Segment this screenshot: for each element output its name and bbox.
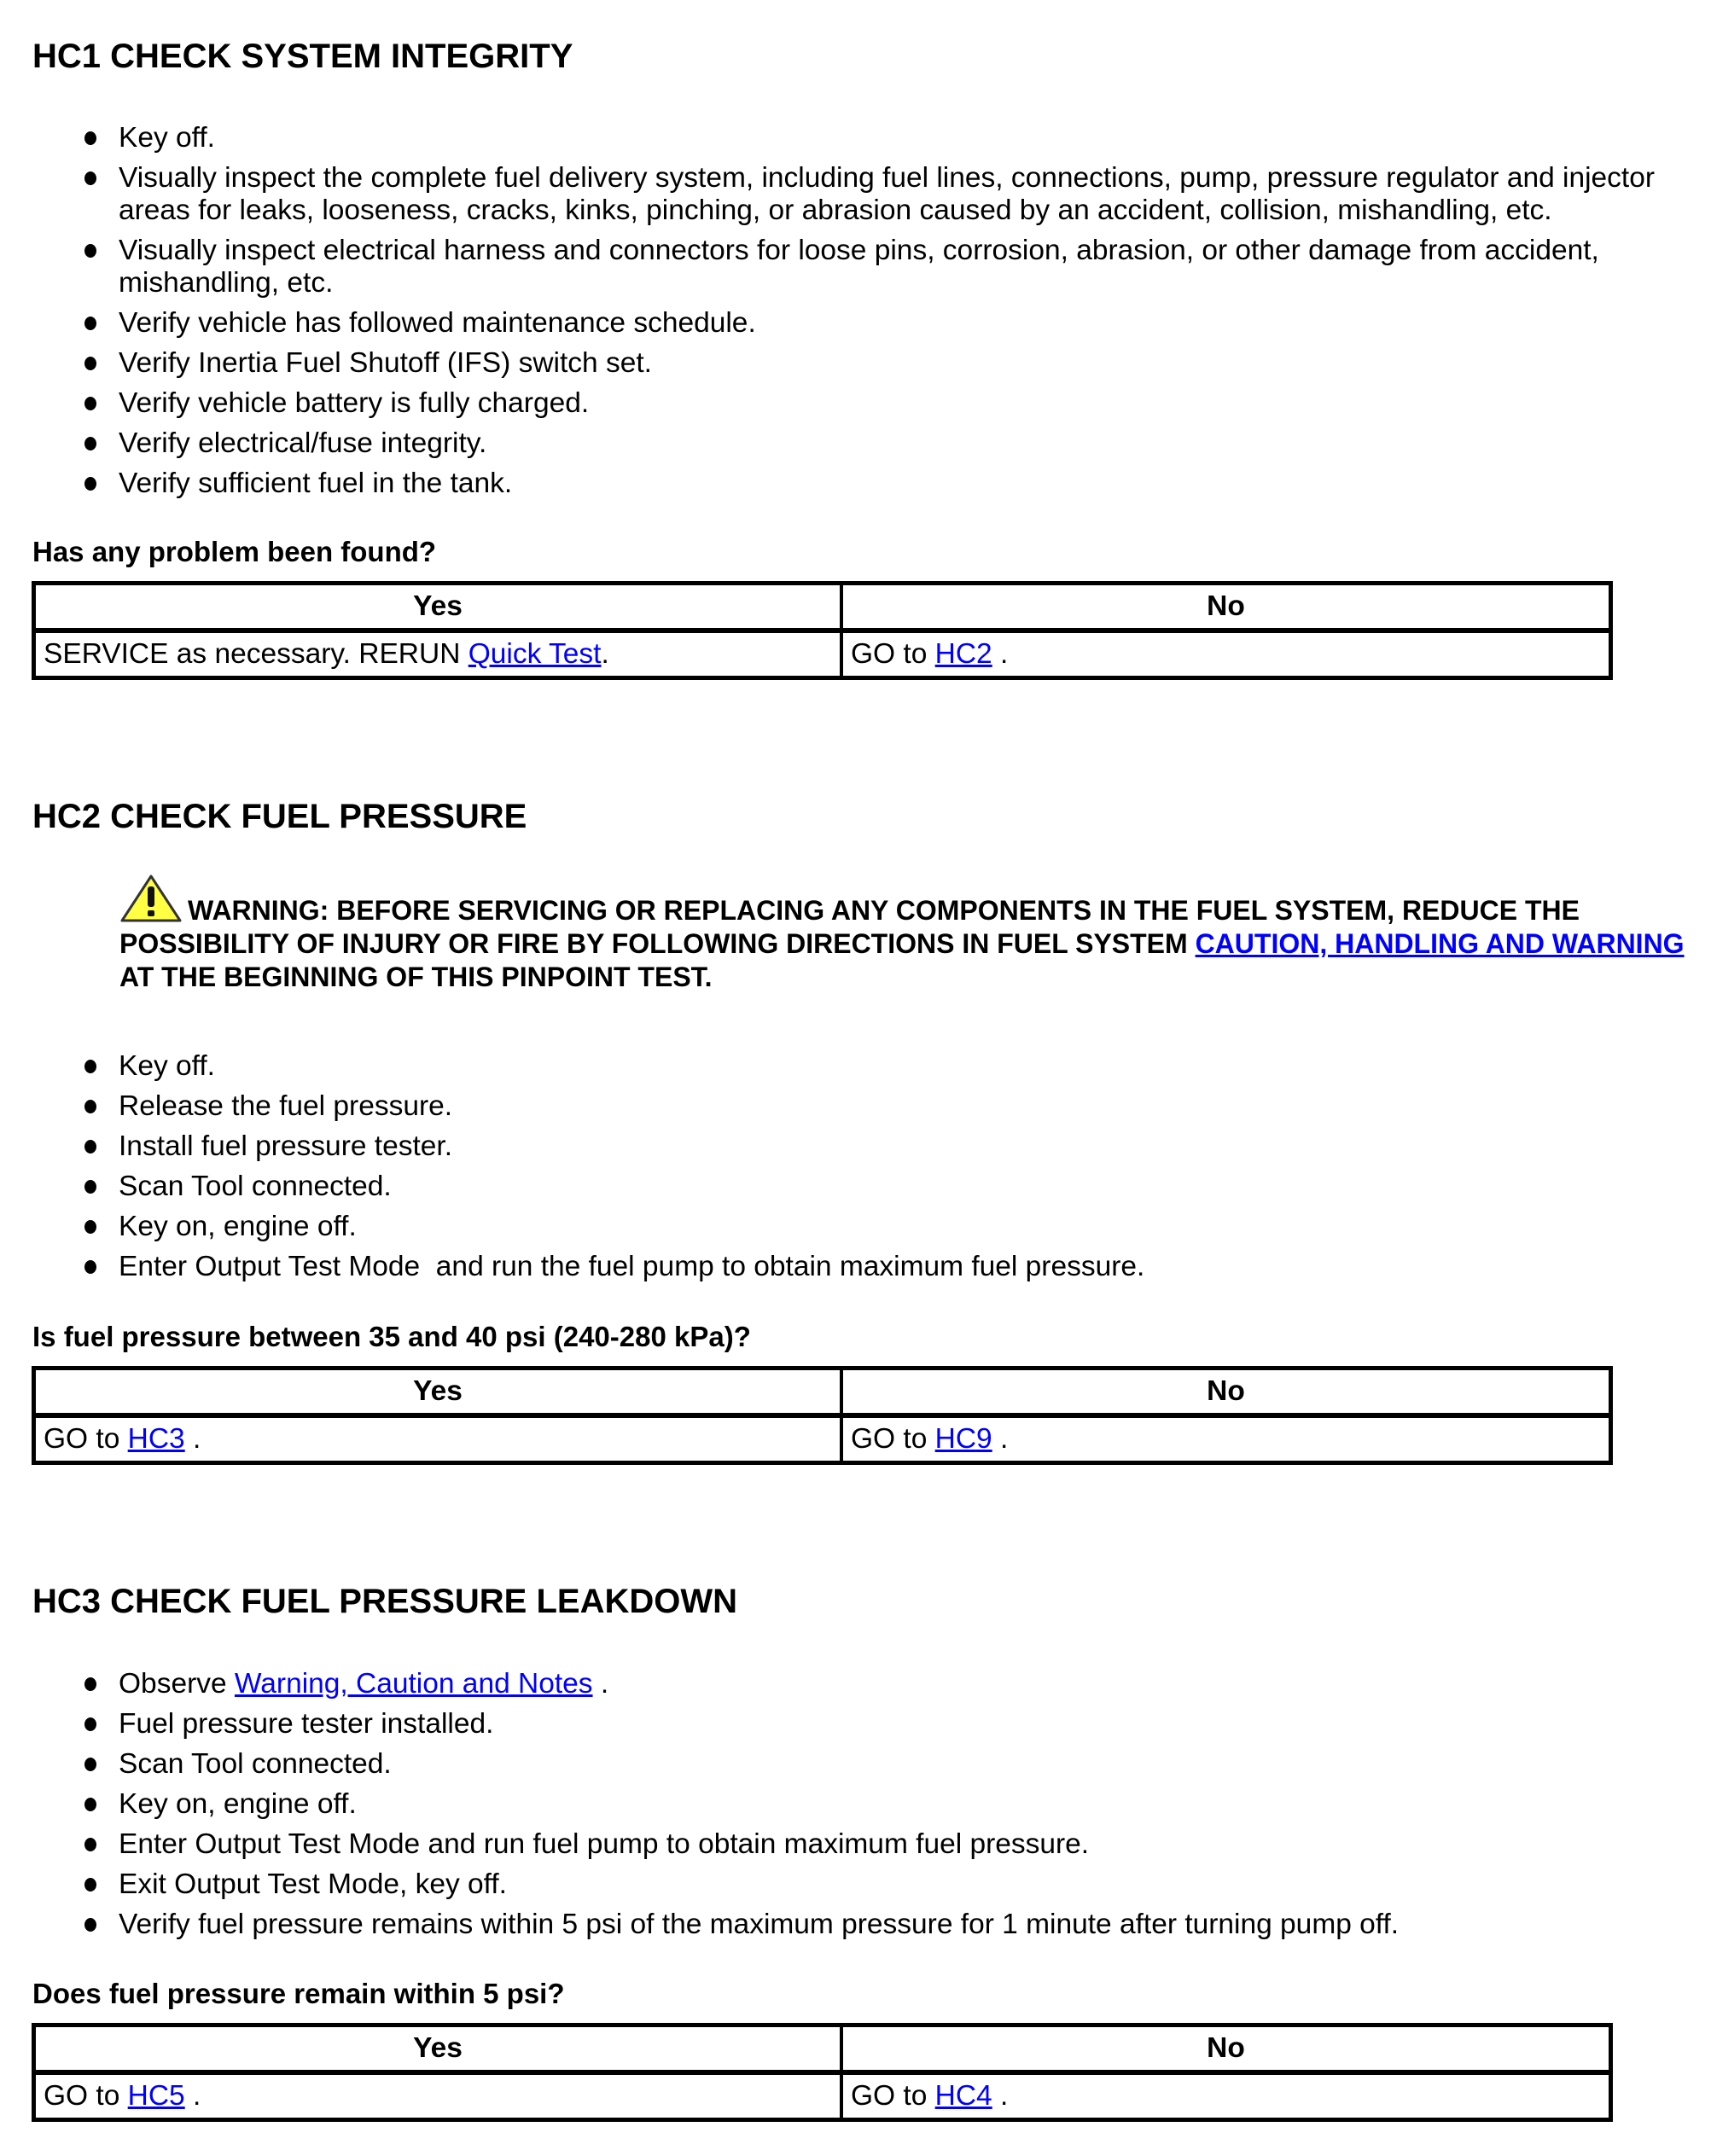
bullet-icon: [84, 357, 96, 370]
table-header-row: [34, 2025, 1611, 2073]
table-header-row: [34, 584, 1611, 631]
bullet-icon: [84, 1060, 96, 1073]
hc3-result-table: [32, 2023, 1613, 2122]
bullet-icon: [84, 1100, 96, 1113]
bullet-icon: [84, 1180, 96, 1194]
table-row: [34, 631, 1611, 678]
list-item: Verify electrical/fuse integrity.: [0, 427, 1698, 460]
hc1-step-list: [0, 122, 1698, 508]
bullet-icon: [84, 1260, 96, 1274]
bullet-icon: [84, 131, 96, 145]
no-header: No: [841, 584, 1611, 631]
list-item: Fuel pressure tester installed.: [0, 1708, 1698, 1740]
caution-handling-warning-link[interactable]: CAUTION, HANDLING AND WARNING: [1195, 928, 1685, 959]
bullet-icon: [84, 437, 96, 450]
list-item: Key off.: [0, 1050, 1698, 1083]
yes-cell: GO to HC3 .: [34, 1415, 842, 1463]
list-item: Scan Tool connected.: [0, 1748, 1698, 1781]
list-item: Visually inspect electrical harness and connectors for loose pins, corrosion, abrasion, or other damage from accident, mishandling, etc.: [0, 235, 1698, 299]
list-item: Key on, engine off.: [0, 1211, 1698, 1243]
list-item: Key on, engine off.: [0, 1788, 1698, 1821]
hc2-step-list: [0, 1050, 1698, 1291]
bullet-icon: [84, 477, 96, 491]
hc9-link[interactable]: HC9: [934, 1423, 992, 1455]
hc3-question: Does fuel pressure remain within 5 psi?: [32, 1978, 565, 2009]
list-item: Enter Output Test Mode and run fuel pump to obtain maximum fuel pressure.: [0, 1828, 1698, 1861]
yes-cell: SERVICE as necessary. RERUN Quick Test.: [34, 631, 842, 678]
hc1-question: Has any problem been found?: [32, 536, 437, 567]
bullet-icon: [84, 1758, 96, 1771]
list-item: Observe Warning, Caution and Notes .: [0, 1668, 1698, 1700]
hc3-step-list: [0, 1668, 1698, 1949]
list-item: Verify Inertia Fuel Shutoff (IFS) switch set.: [0, 347, 1698, 380]
hc2-link[interactable]: HC2: [934, 638, 992, 670]
bullet-icon: [84, 1220, 96, 1234]
quick-test-link[interactable]: Quick Test: [468, 638, 602, 670]
yes-header: Yes: [34, 2025, 842, 2073]
table-row: [34, 1415, 1611, 1463]
warning-notice: WARNING: BEFORE SERVICING OR REPLACING ANY COMPONENTS IN THE FUEL SYSTEM, REDUCE THE POSSIBILITY OF INJURY OR FIRE BY FOLLOWING DIRECTIONS IN FUEL SYSTEM CAUTION, HANDLING AND WARNING AT THE BEGINNING OF THIS PINPOINT TEST.: [119, 874, 1698, 994]
no-cell: GO to HC2 .: [841, 631, 1611, 678]
bullet-icon: [84, 1798, 96, 1811]
section-title-hc3: HC3 CHECK FUEL PRESSURE LEAKDOWN: [32, 1583, 737, 1620]
list-item: Scan Tool connected.: [0, 1171, 1698, 1203]
warning-triangle-icon: [119, 874, 183, 923]
hc3-link[interactable]: HC3: [127, 1423, 185, 1455]
bullet-icon: [84, 1918, 96, 1932]
list-item: Key off.: [0, 122, 1698, 154]
hc2-question: Is fuel pressure between 35 and 40 psi (240-280 kPa)?: [32, 1321, 751, 1352]
list-item: Verify sufficient fuel in the tank.: [0, 468, 1698, 500]
list-item: Verify fuel pressure remains within 5 psi of the maximum pressure for 1 minute after turning pump off.: [0, 1909, 1698, 1941]
no-cell: GO to HC4 .: [841, 2072, 1611, 2120]
yes-header: Yes: [34, 1369, 842, 1416]
yes-cell: GO to HC5 .: [34, 2072, 842, 2120]
warning-caution-notes-link[interactable]: Warning, Caution and Notes: [234, 1668, 593, 1700]
hc1-result-table: [32, 581, 1613, 680]
bullet-icon: [84, 1140, 96, 1154]
bullet-icon: [84, 244, 96, 258]
list-item: Verify vehicle has followed maintenance schedule.: [0, 307, 1698, 340]
bullet-icon: [84, 397, 96, 410]
list-item: Release the fuel pressure.: [0, 1090, 1698, 1123]
bullet-icon: [84, 1677, 96, 1691]
bullet-icon: [84, 1838, 96, 1851]
bullet-icon: [84, 1717, 96, 1731]
no-cell: GO to HC9 .: [841, 1415, 1611, 1463]
list-item: Visually inspect the complete fuel delivery system, including fuel lines, connections, pump, pressure regulator and injector areas for leaks, looseness, cracks, kinks, pinching, or abrasion caused by an accident, collision, mishandling, etc.: [0, 162, 1698, 227]
no-header: No: [841, 2025, 1611, 2073]
hc5-link[interactable]: HC5: [127, 2080, 185, 2112]
list-item: Verify vehicle battery is fully charged.: [0, 387, 1698, 420]
list-item: Install fuel pressure tester.: [0, 1130, 1698, 1163]
yes-header: Yes: [34, 584, 842, 631]
hc2-result-table: [32, 1366, 1613, 1465]
table-header-row: [34, 1369, 1611, 1416]
bullet-icon: [84, 317, 96, 330]
list-item: Enter Output Test Mode and run the fuel pump to obtain maximum fuel pressure.: [0, 1251, 1698, 1283]
section-title-hc2: HC2 CHECK FUEL PRESSURE: [32, 798, 527, 835]
hc4-link[interactable]: HC4: [934, 2080, 992, 2112]
section-title-hc1: HC1 CHECK SYSTEM INTEGRITY: [32, 38, 573, 75]
bullet-icon: [84, 1878, 96, 1892]
no-header: No: [841, 1369, 1611, 1416]
list-item: Exit Output Test Mode, key off.: [0, 1868, 1698, 1901]
bullet-icon: [84, 171, 96, 185]
table-row: [34, 2072, 1611, 2120]
